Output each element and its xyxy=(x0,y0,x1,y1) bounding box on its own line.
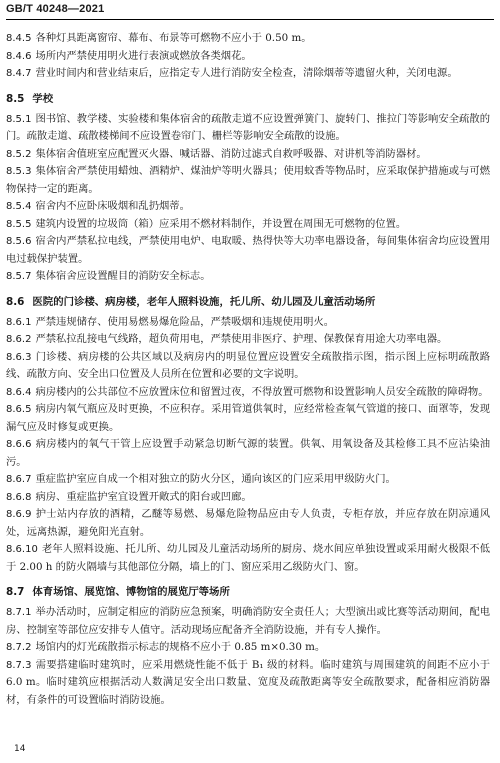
clause-text: 病房、重症监护室宜设置开敞式的阳台或凹廊。 xyxy=(35,490,252,503)
document-body xyxy=(6,30,490,709)
clause-number: 8.6.9 xyxy=(6,509,32,520)
clause-paragraph xyxy=(6,639,490,657)
header-rule xyxy=(6,19,494,20)
clause-text: 场馆内的灯光疏散指示标志的规格不应小于 0.85 m×0.30 m。 xyxy=(35,641,326,653)
clause-paragraph xyxy=(6,198,490,216)
clause-text: 医院的门诊楼、病房楼，老年人照料设施，托儿所、幼儿园及儿童活动场所 xyxy=(32,295,376,308)
clause-text: 老年人照料设施、托儿所、幼儿园及儿童活动场所的厨房、烧水间应单独设置或采用耐火极限不低于 2.00 h 的防火隔墙与其他部位分隔，墙上的门、窗应采用乙级防火门、窗。 xyxy=(6,543,490,573)
clause-number: 8.5.4 xyxy=(6,201,32,212)
clause-number: 8.7 xyxy=(6,586,25,598)
section-heading xyxy=(6,90,490,108)
clause-number: 8.5.2 xyxy=(6,148,32,160)
clause-number: 8.6.6 xyxy=(6,439,32,450)
clause-number: 8.5.1 xyxy=(6,113,32,125)
clause-text: 图书馆、教学楼、实验楼和集体宿舍的疏散走道不应设置弹簧门、旋转门、推拉门等影响安全疏散的门。疏散走道、疏散楼梯间不应设置卷帘门、栅栏等影响安全疏散的设施。 xyxy=(6,112,490,142)
clause-paragraph xyxy=(6,541,490,576)
clause-paragraph xyxy=(6,349,490,384)
clause-text: 营业时间内和营业结束后，应指定专人进行消防安全检查，清除烟蒂等遗留火种，关闭电源。 xyxy=(35,67,458,79)
clause-paragraph xyxy=(6,471,490,489)
clause-text: 病房楼内的氧气干管上应设置手动紧急切断气源的装置。供氧、用氧设备及其检修工具不应沾染油污。 xyxy=(6,438,490,468)
clause-number: 8.4.6 xyxy=(6,50,32,62)
clause-number: 8.5.6 xyxy=(6,236,32,247)
clause-text: 宿舍内不应卧床吸烟和乱扔烟蒂。 xyxy=(35,200,190,212)
clause-paragraph xyxy=(6,314,490,332)
clause-text: 场所内严禁使用明火进行表演或燃放各类烟花。 xyxy=(35,49,252,62)
clause-text: 重症监护室应自成一个相对独立的防火分区，通向该区的门应采用甲级防火门。 xyxy=(35,473,396,485)
clause-number: 8.6.7 xyxy=(6,474,32,485)
clause-text: 病房楼内的公共部位不应放置床位和留置过夜，不得放置可燃物和设置影响人员安全疏散的障碍物。 xyxy=(35,385,489,398)
clause-number: 8.5.5 xyxy=(6,218,32,230)
clause-number: 8.7.2 xyxy=(6,642,32,653)
clause-text: 举办活动时，应制定相应的消防应急预案，明确消防安全责任人；大型演出或比赛等活动期间，配电房、控制室等部位应安排专人值守。活动现场应配备齐全消防设施，并有专人操作。 xyxy=(6,606,490,636)
clause-text: 严禁私拉乱接电气线路，超负荷用电，严禁使用非医疗、护理、保教保育用途大功率电器。 xyxy=(35,333,448,345)
clause-text: 需要搭建临时建筑时，应采用燃烧性能不低于 B₁ 级的材料。临时建筑与周围建筑的间距不应小于 6.0 m。临时建筑应根据活动人数满足安全出口数量、宽度及疏散距离等安全疏散要求，配备相应消防器材，有条件的可设置临时消防设施。 xyxy=(6,658,490,706)
clause-paragraph xyxy=(6,216,490,234)
clause-text: 门诊楼、病房楼的公共区域以及病房内的明显位置应设置安全疏散指示图，指示图上应标明疏散路线、疏散方向、安全出口位置及人员所在位置和必要的文字说明。 xyxy=(6,350,490,380)
clause-text: 集体宿舍应设置醒目的消防安全标志。 xyxy=(35,270,211,282)
clause-text: 集体宿舍严禁使用蜡烛、酒精炉、煤油炉等明火器具；使用蚊香等物品时，应采取保护措施或与可燃物保持一定的距离。 xyxy=(6,165,490,195)
clause-number: 8.6.4 xyxy=(6,386,32,398)
clause-number: 8.6.10 xyxy=(6,544,38,555)
clause-number: 8.4.5 xyxy=(6,33,32,44)
clause-paragraph xyxy=(6,111,490,146)
clause-text: 护士站内存放的酒精，乙醚等易燃、易爆危险物品应由专人负责，专柜存放，并应存放在阴凉通风处，远离热源，避免阳光直射。 xyxy=(6,508,490,538)
clause-number: 8.6.2 xyxy=(6,334,32,345)
clause-text: 各种灯具距离窗帘、幕布、布景等可燃物不应小于 0.50 m。 xyxy=(35,32,312,44)
clause-paragraph xyxy=(6,604,490,639)
clause-paragraph xyxy=(6,146,490,164)
section-heading xyxy=(6,583,490,601)
clause-text: 宿舍内严禁私拉电线，严禁使用电炉、电取暖、热得快等大功率电器设备，每间集体宿舍均应设置用电过载保护装置。 xyxy=(6,235,490,265)
clause-paragraph xyxy=(6,65,490,83)
standard-header: GB/T 40248—2021 xyxy=(6,3,105,15)
clause-text: 严禁违规储存、使用易燃易爆危险品，严禁吸烟和违规使用明火。 xyxy=(35,315,335,328)
clause-number: 8.5 xyxy=(6,92,25,105)
clause-number: 8.7.1 xyxy=(6,607,32,618)
clause-number: 8.6 xyxy=(6,295,25,308)
clause-number: 8.5.7 xyxy=(6,271,32,282)
clause-text: 体育场馆、展览馆、博物馆的展览厅等场所 xyxy=(32,586,230,598)
clause-number: 8.7.3 xyxy=(6,659,32,671)
clause-text: 建筑内设置的垃圾筒（箱）应采用不燃材料制作，并设置在周围无可燃物的位置。 xyxy=(35,217,407,230)
clause-paragraph xyxy=(6,48,490,66)
clause-text: 学校 xyxy=(32,92,54,105)
clause-paragraph xyxy=(6,401,490,436)
clause-text: 集体宿舍值班室应配置灭火器、喊话器、消防过滤式自救呼吸器、对讲机等消防器材。 xyxy=(35,147,427,160)
clause-text: 病房内氧气瓶应及时更换，不应积存。采用管道供氧时，应经常检查氧气管道的接口、面罩等，发现漏气应及时修复或更换。 xyxy=(6,403,490,433)
clause-paragraph xyxy=(6,436,490,471)
clause-number: 8.6.8 xyxy=(6,491,32,503)
page-number: 14 xyxy=(14,744,26,754)
clause-number: 8.4.7 xyxy=(6,68,32,79)
clause-number: 8.5.3 xyxy=(6,166,32,177)
clause-paragraph xyxy=(6,331,490,349)
clause-paragraph xyxy=(6,268,490,286)
clause-paragraph xyxy=(6,163,490,198)
clause-number: 8.6.5 xyxy=(6,404,32,415)
clause-paragraph xyxy=(6,30,490,48)
clause-paragraph xyxy=(6,489,490,507)
clause-paragraph xyxy=(6,233,490,268)
clause-paragraph xyxy=(6,657,490,710)
clause-paragraph xyxy=(6,384,490,402)
clause-paragraph xyxy=(6,506,490,541)
section-heading xyxy=(6,293,490,311)
clause-number: 8.6.1 xyxy=(6,316,32,328)
clause-number: 8.6.3 xyxy=(6,351,32,363)
